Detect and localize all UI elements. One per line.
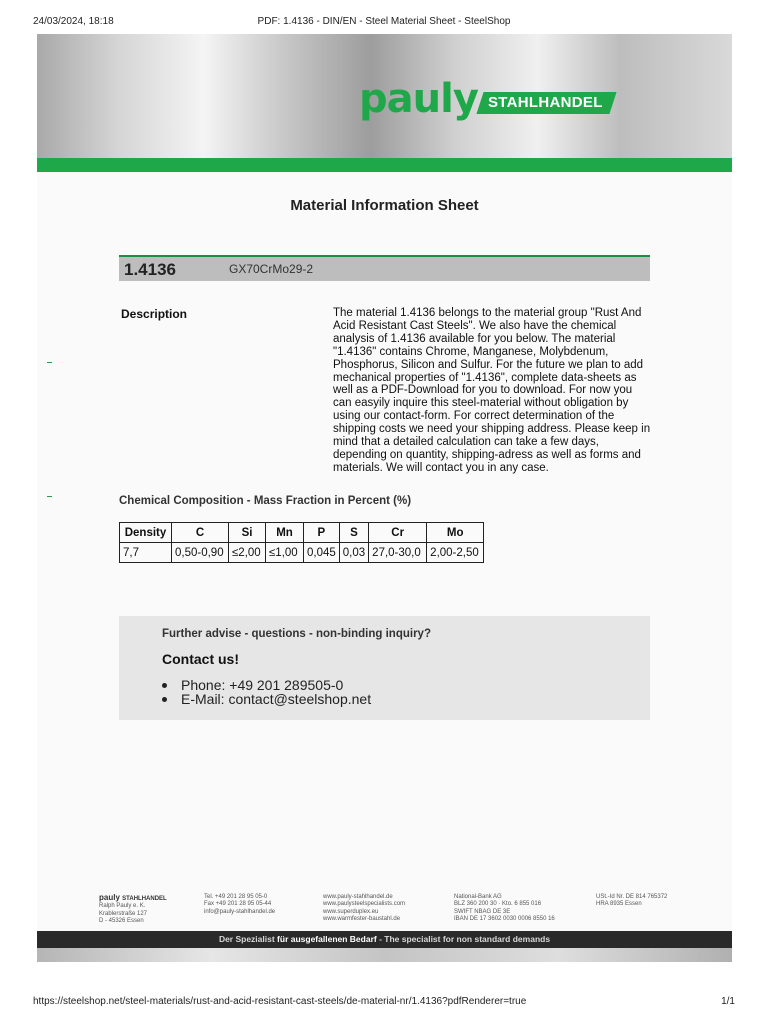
- contact-heading: Contact us!: [162, 651, 239, 667]
- description-text: The material 1.4136 belongs to the material group "Rust And Acid Resistant Cast Steels". We also have the chemical analysis of 1.4136 available for you below. The material "1.4136" contains Chrome, Manganese, Molybdenum, Phosphorus, Silicon and Sulfur. For the future we plan to add mechanical properties of "1.4136", complete data-sheets as well as a PDF-Download for you to download. For now you can easyily inquire this steel-material without obligation by using our contact-form. For correct determination of the shipping costs we need your shipping address. Please keep in mind that a detailed calculation can take a few days, depending on quantity, shipping-adress as well as forms and materials. We will contact you in any case.: [333, 307, 651, 474]
- footer-line: Fax +49 201 28 95 05-44: [204, 901, 272, 908]
- print-header: [0, 16, 768, 30]
- green-divider: [37, 158, 732, 172]
- footer-line: National-Bank AG: [454, 894, 502, 900]
- footer-line: www.superduplex.eu: [323, 908, 379, 915]
- contact-question: Further advise - questions - non-binding inquiry?: [162, 628, 431, 640]
- table-header-cell: S: [339, 523, 368, 543]
- table-header-row: [120, 523, 484, 543]
- footer-line: Tel. +49 201 28 95 05-0: [204, 894, 268, 900]
- footer-brand-word: pauly: [99, 893, 120, 902]
- contact-phone: Phone: +49 201 289505-0: [162, 678, 371, 692]
- footer-col-company: [99, 894, 167, 926]
- table-cell: ≤2,00: [229, 543, 266, 563]
- tagline-part: Der Spezialist: [218, 934, 278, 944]
- footer-tagline: [37, 931, 732, 948]
- footer-line: info@pauly-stahlhandel.de: [204, 908, 276, 915]
- table-cell: 7,7: [120, 543, 172, 563]
- footer-col-web: [323, 894, 405, 924]
- tagline-part: - The specialist for non standard demands: [376, 934, 551, 944]
- material-number: 1.4136: [124, 260, 176, 279]
- footer-line: www.pauly-stahlhandel.de: [323, 894, 393, 900]
- print-url: https://steelshop.net/steel-materials/rust-and-acid-resistant-cast-steels/de-material-nr/1.4136?pdfRenderer=true: [33, 996, 527, 1007]
- table-header-cell: Mn: [266, 523, 304, 543]
- footer-brand: [99, 894, 167, 903]
- logo-word: pauly: [359, 76, 478, 122]
- material-bar: [119, 255, 650, 281]
- table-header-cell: Mo: [427, 523, 484, 543]
- footer-col-bank: [454, 894, 555, 924]
- logo-tag: [476, 92, 616, 114]
- table-cell: 0,03: [339, 543, 368, 563]
- header-banner: [37, 34, 732, 158]
- footer-brand-tag: STAHLHANDEL: [122, 896, 167, 902]
- footer-line: IBAN DE 17 3602 0030 0006 8550 16: [454, 916, 555, 923]
- table-cell: 0,045: [304, 543, 340, 563]
- print-title: PDF: 1.4136 - DIN/EN - Steel Material Sheet - SteelShop: [257, 16, 511, 27]
- table-header-cell: P: [304, 523, 340, 543]
- margin-mark: [47, 362, 52, 363]
- table-cell: 0,50-0,90: [172, 543, 229, 563]
- description-label: Description: [121, 307, 188, 321]
- pauly-logo: [359, 76, 613, 122]
- tagline-highlight: für ausgefallenen Bedarf: [277, 934, 377, 944]
- material-name: GX70CrMo29-2: [229, 262, 314, 276]
- footer-line: Ralph Pauly e. K.: [99, 903, 146, 910]
- footer-line: D - 45326 Essen: [99, 918, 144, 925]
- footer-col-tax: [596, 894, 667, 909]
- print-page-number: 1/1: [721, 996, 735, 1007]
- footer-line: www.warmfester-baustahl.de: [323, 916, 401, 923]
- footer-col-contact: [204, 894, 275, 916]
- table-header-cell: Si: [229, 523, 266, 543]
- contact-box: [119, 616, 650, 720]
- logo-tag-text: STAHLHANDEL: [487, 94, 603, 111]
- contact-list: [162, 678, 371, 706]
- table-header-cell: Cr: [369, 523, 427, 543]
- footer-line: SWIFT NBAG DE 3E: [454, 908, 511, 915]
- footer-line: HRA 8935 Essen: [596, 901, 642, 908]
- footer-line: Krablerstraße 127: [99, 910, 148, 917]
- pdf-page: [37, 34, 732, 962]
- bottom-metallic-strip: [37, 948, 732, 962]
- chemical-composition-table: [119, 522, 484, 563]
- table-header-cell: C: [172, 523, 229, 543]
- print-footer: [0, 996, 768, 1010]
- table-row: [120, 543, 484, 563]
- table-cell: 27,0-30,0: [369, 543, 427, 563]
- table-header-cell: Density: [120, 523, 172, 543]
- page-title: Material Information Sheet: [290, 197, 479, 214]
- footer-line: www.paulysteelspecialists.com: [323, 901, 406, 908]
- footer-line: USt.-Id Nr. DE 814 765372: [596, 894, 668, 900]
- print-datetime: 24/03/2024, 18:18: [33, 16, 114, 27]
- chemical-composition-title: Chemical Composition - Mass Fraction in Percent (%): [119, 495, 412, 507]
- margin-mark: [47, 496, 52, 497]
- footer-line: BLZ 360 200 30 · Kto. 6 855 016: [454, 901, 542, 908]
- contact-email[interactable]: E-Mail: contact@steelshop.net: [162, 692, 371, 706]
- table-cell: 2,00-2,50: [427, 543, 484, 563]
- table-cell: ≤1,00: [266, 543, 304, 563]
